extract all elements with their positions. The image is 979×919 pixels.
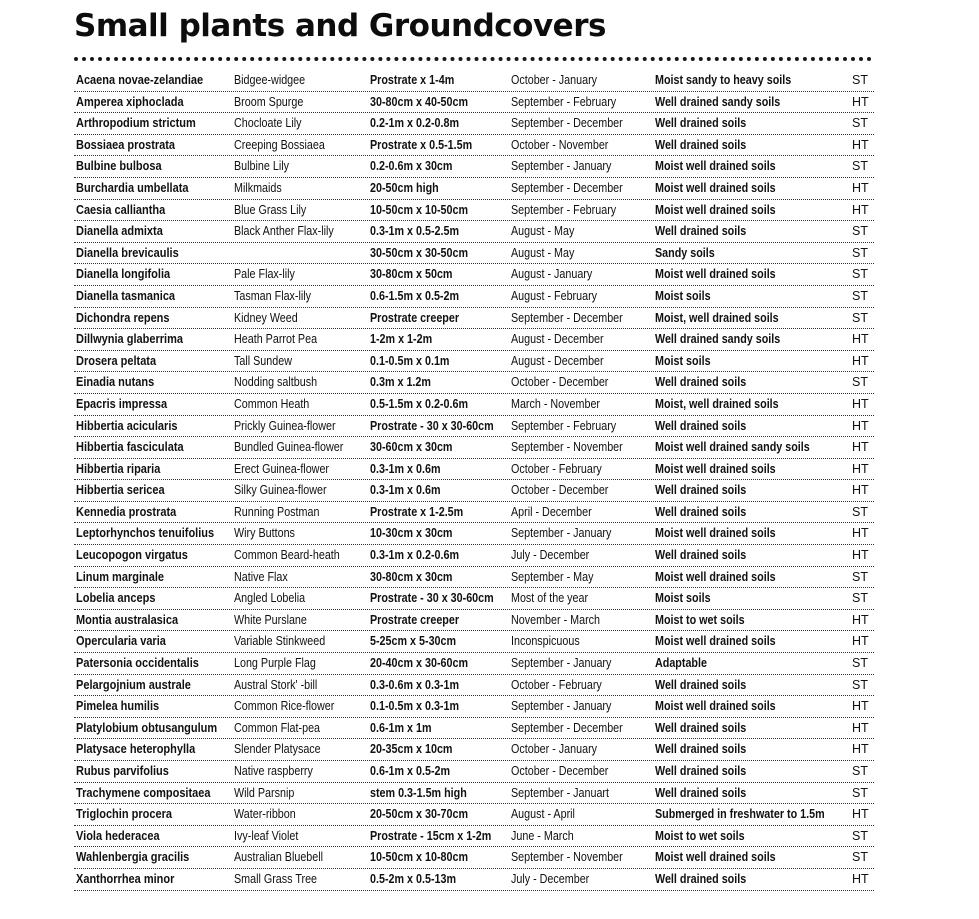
plant-size: 5-25cm x 5-30cm (370, 634, 457, 649)
table-row (74, 329, 874, 351)
table-row (74, 459, 874, 481)
table-row (74, 437, 874, 459)
title-divider (74, 57, 872, 61)
botanical-name: Burchardia umbellata (76, 180, 189, 195)
plant-type-code: ST (852, 159, 868, 174)
soil-type: Moist well drained soils (655, 699, 776, 714)
soil-type: Moist well drained soils (655, 569, 776, 584)
common-name: Tall Sundew (234, 353, 292, 368)
plant-size: 20-50cm x 30-70cm (370, 807, 469, 822)
plant-type-code: HT (852, 612, 869, 627)
botanical-name: Hibbertia acicularis (76, 418, 178, 433)
soil-type: Well drained soils (655, 548, 747, 563)
plant-size: 0.6-1m x 0.5-2m (370, 764, 451, 778)
botanical-name: Dianella longifolia (76, 267, 171, 282)
botanical-name: Triglochin procera (76, 807, 172, 822)
botanical-name: Dianella admixta (76, 224, 163, 239)
plant-size: Prostrate x 1-2.5m (370, 504, 464, 519)
botanical-name: Kennedia prostrata (76, 504, 177, 519)
plant-type-code: HT (852, 483, 869, 498)
plant-size: Prostrate - 15cm x 1-2m (370, 828, 492, 843)
plant-size: 0.5-2m x 0.5-13m (370, 871, 457, 886)
botanical-name: Leucopogon virgatus (76, 548, 188, 563)
botanical-name: Viola hederacea (76, 828, 160, 843)
flowering-period: October - February (511, 461, 602, 476)
common-name: Common Rice-flower (234, 699, 335, 714)
common-name: Australian Bluebell (234, 850, 324, 865)
flowering-period: October - February (511, 677, 602, 692)
soil-type: Adaptable (655, 656, 707, 671)
table-row (74, 653, 874, 675)
soil-type: Moist soils (655, 288, 711, 303)
soil-type: Well drained soils (655, 742, 747, 757)
table-row (74, 480, 874, 502)
common-name: Blue Grass Lily (234, 202, 307, 217)
plant-type-code: HT (852, 461, 869, 476)
botanical-name: Dianella tasmanica (76, 288, 176, 303)
plant-size: 0.6-1.5m x 0.5-2m (370, 288, 460, 303)
table-row (74, 200, 874, 222)
plant-size: 0.3-1m x 0.6m (370, 461, 441, 476)
botanical-name: Acaena novae-zelandiae (76, 73, 204, 87)
soil-type: Moist well drained soils (655, 202, 776, 217)
soil-type: Well drained soils (655, 483, 747, 498)
table-row (74, 156, 874, 178)
table-row (74, 372, 874, 394)
table-row (74, 783, 874, 805)
plant-size: 20-40cm x 30-60cm (370, 656, 469, 671)
table-row (74, 243, 874, 265)
plant-size: 20-35cm x 10cm (370, 742, 453, 757)
table-row (74, 588, 874, 610)
botanical-name: Leptorhynchos tenuifolius (76, 526, 215, 541)
soil-type: Sandy soils (655, 245, 715, 260)
soil-type: Well drained soils (655, 224, 747, 239)
common-name: Tasman Flax-lily (234, 288, 312, 303)
table-row (74, 739, 874, 761)
plant-size: Prostrate - 30 x 30-60cm (370, 418, 494, 433)
botanical-name: Lobelia anceps (76, 591, 156, 606)
table-row (74, 631, 874, 653)
flowering-period: September - January (511, 159, 612, 174)
soil-type: Well drained soils (655, 116, 747, 131)
plant-type-code: HT (852, 526, 869, 541)
table-row (74, 221, 874, 243)
table-row (74, 416, 874, 438)
soil-type: Moist well drained soils (655, 267, 776, 282)
botanical-name: Patersonia occidentalis (76, 656, 199, 671)
soil-type: Moist well drained sandy soils (655, 440, 810, 455)
plant-size: 0.2-1m x 0.2-0.8m (370, 116, 460, 131)
soil-type: Well drained sandy soils (655, 332, 781, 347)
flowering-period: September - January (511, 656, 612, 671)
plant-type-code: ST (852, 375, 868, 390)
flowering-period: March - November (511, 396, 601, 411)
common-name: Angled Lobelia (234, 591, 306, 606)
plant-size: 20-50cm high (370, 180, 439, 195)
soil-type: Well drained soils (655, 720, 747, 735)
table-row (74, 804, 874, 826)
flowering-period: September - February (511, 418, 617, 433)
plant-type-code: ST (852, 267, 868, 282)
plant-size: 30-80cm x 40-50cm (370, 94, 469, 109)
common-name: Common Flat-pea (234, 720, 321, 735)
soil-type: Well drained soils (655, 137, 747, 152)
common-name: Broom Spurge (234, 94, 304, 109)
flowering-period: September - February (511, 202, 617, 217)
table-row (74, 761, 874, 783)
plant-size: stem 0.3-1.5m high (370, 785, 467, 800)
common-name: Native Flax (234, 569, 288, 584)
table-row (74, 675, 874, 697)
plant-type-code: ST (852, 288, 868, 303)
botanical-name: Dianella brevicaulis (76, 245, 179, 260)
soil-type: Moist to wet soils (655, 612, 745, 627)
plant-type-code: ST (852, 828, 868, 843)
flowering-period: September - February (511, 94, 617, 109)
botanical-name: Wahlenbergia gracilis (76, 850, 190, 865)
soil-type: Well drained soils (655, 785, 747, 800)
plant-size: 0.1-0.5m x 0.3-1m (370, 699, 460, 714)
table-row (74, 113, 874, 135)
plant-type-code: ST (852, 850, 868, 865)
botanical-name: Montia australasica (76, 612, 179, 627)
plant-size: Prostrate x 1-4m (370, 73, 455, 87)
plant-size: 0.1-0.5m x 0.1m (370, 353, 450, 368)
common-name: Black Anther Flax-lily (234, 224, 334, 239)
botanical-name: Platylobium obtusangulum (76, 720, 218, 735)
flowering-period: September - December (511, 180, 623, 195)
plant-type-code: ST (852, 591, 868, 606)
common-name: Prickly Guinea-flower (234, 418, 336, 433)
plant-type-code: ST (852, 73, 868, 87)
plant-size: 1-2m x 1-2m (370, 332, 433, 347)
table-row (74, 826, 874, 848)
table-row (74, 610, 874, 632)
plant-type-code: HT (852, 699, 869, 714)
flowering-period: October - December (511, 483, 609, 498)
flowering-period: July - December (511, 548, 590, 563)
plant-table (74, 70, 874, 891)
botanical-name: Drosera peltata (76, 353, 157, 368)
flowering-period: September - January (511, 699, 612, 714)
botanical-name: Hibbertia sericea (76, 483, 165, 498)
table-row (74, 308, 874, 330)
flowering-period: September - January (511, 526, 612, 541)
botanical-name: Platysace heterophylla (76, 742, 196, 757)
soil-type: Moist well drained soils (655, 180, 776, 195)
common-name: Bundled Guinea-flower (234, 440, 344, 455)
plant-type-code: ST (852, 764, 868, 778)
plant-type-code: HT (852, 418, 869, 433)
plant-type-code: HT (852, 871, 869, 886)
plant-size: 30-60cm x 30cm (370, 440, 453, 455)
botanical-name: Trachymene compositaea (76, 785, 211, 800)
plant-size: Prostrate x 0.5-1.5m (370, 137, 473, 152)
plant-type-code: HT (852, 742, 869, 757)
flowering-period: September - Januart (511, 785, 609, 800)
botanical-name: Caesia calliantha (76, 202, 166, 217)
flowering-period: August - May (511, 224, 575, 239)
table-row (74, 351, 874, 373)
botanical-name: Bossiaea prostrata (76, 137, 176, 152)
plant-size: 30-80cm x 50cm (370, 267, 453, 282)
plant-type-code: ST (852, 656, 868, 671)
soil-type: Moist, well drained soils (655, 396, 779, 411)
plant-type-code: ST (852, 785, 868, 800)
plant-type-code: ST (852, 677, 868, 692)
plant-size: 30-80cm x 30cm (370, 569, 453, 584)
botanical-name: Dichondra repens (76, 310, 170, 325)
plant-size: 10-50cm x 10-80cm (370, 850, 469, 865)
plant-type-code: ST (852, 224, 868, 239)
flowering-period: August - December (511, 353, 604, 368)
soil-type: Well drained sandy soils (655, 94, 781, 109)
soil-type: Moist sandy to heavy soils (655, 73, 792, 87)
flowering-period: June - March (511, 828, 574, 843)
flowering-period: September - December (511, 310, 623, 325)
table-row (74, 394, 874, 416)
botanical-name: Einadia nutans (76, 375, 155, 390)
soil-type: Well drained soils (655, 871, 747, 886)
common-name: Erect Guinea-flower (234, 461, 330, 476)
common-name: Bidgee-widgee (234, 73, 306, 87)
table-row (74, 523, 874, 545)
plant-size: 10-30cm x 30cm (370, 526, 453, 541)
botanical-name: Pelargojnium australe (76, 677, 191, 692)
plant-type-code: HT (852, 353, 869, 368)
table-row (74, 178, 874, 200)
soil-type: Well drained soils (655, 418, 747, 433)
common-name: Nodding saltbush (234, 375, 318, 390)
soil-type: Well drained soils (655, 764, 747, 778)
botanical-name: Opercularia varia (76, 634, 166, 649)
flowering-period: August - January (511, 267, 593, 282)
flowering-period: October - December (511, 375, 609, 390)
flowering-period: September - December (511, 116, 623, 131)
flowering-period: July - December (511, 871, 590, 886)
page-title: Small plants and Groundcovers (74, 8, 606, 44)
common-name: Wiry Buttons (234, 526, 295, 541)
flowering-period: August - December (511, 332, 604, 347)
plant-type-code: HT (852, 202, 869, 217)
soil-type: Well drained soils (655, 677, 747, 692)
soil-type: Well drained soils (655, 375, 747, 390)
plant-size: Prostrate - 30 x 30-60cm (370, 591, 494, 606)
common-name: Variable Stinkweed (234, 634, 326, 649)
plant-type-code: HT (852, 94, 869, 109)
common-name: Common Beard-heath (234, 548, 340, 563)
plant-size: 0.5-1.5m x 0.2-0.6m (370, 396, 469, 411)
flowering-period: Inconspicuous (511, 634, 580, 649)
table-row (74, 264, 874, 286)
plant-size: 0.3m x 1.2m (370, 375, 431, 390)
botanical-name: Dillwynia glaberrima (76, 332, 183, 347)
table-row (74, 286, 874, 308)
soil-type: Moist to wet soils (655, 828, 745, 843)
plant-type-code: HT (852, 332, 869, 347)
plant-size: 10-50cm x 10-50cm (370, 202, 469, 217)
common-name: Kidney Weed (234, 310, 298, 325)
common-name: Water-ribbon (234, 807, 296, 822)
plant-type-code: HT (852, 440, 869, 455)
soil-type: Submerged in freshwater to 1.5m (655, 807, 825, 822)
flowering-period: September - May (511, 569, 594, 584)
table-row (74, 502, 874, 524)
soil-type: Moist well drained soils (655, 526, 776, 541)
common-name: Creeping Bossiaea (234, 137, 325, 152)
common-name: Pale Flax-lily (234, 267, 295, 282)
botanical-name: Pimelea humilis (76, 699, 160, 714)
plant-size: 0.3-0.6m x 0.3-1m (370, 677, 460, 692)
table-row (74, 545, 874, 567)
flowering-period: October - January (511, 73, 598, 87)
botanical-name: Rubus parvifolius (76, 764, 169, 778)
common-name: Common Heath (234, 396, 310, 411)
botanical-name: Bulbine bulbosa (76, 159, 162, 174)
common-name: Running Postman (234, 504, 320, 519)
botanical-name: Epacris impressa (76, 396, 168, 411)
plant-size: 0.6-1m x 1m (370, 720, 432, 735)
soil-type: Moist soils (655, 353, 711, 368)
flowering-period: October - December (511, 764, 609, 778)
plant-size: Prostrate creeper (370, 310, 460, 325)
flowering-period: August - May (511, 245, 575, 260)
common-name: Slender Platysace (234, 742, 321, 757)
common-name: Small Grass Tree (234, 871, 318, 886)
botanical-name: Xanthorrhea minor (76, 871, 175, 886)
botanical-name: Linum marginale (76, 569, 165, 584)
common-name: Ivy-leaf Violet (234, 828, 299, 843)
botanical-name: Hibbertia riparia (76, 461, 161, 476)
flowering-period: November - March (511, 612, 601, 627)
table-row (74, 135, 874, 157)
flowering-period: September - December (511, 720, 623, 735)
flowering-period: October - January (511, 742, 598, 757)
table-row (74, 718, 874, 740)
common-name: Bulbine Lily (234, 159, 289, 174)
common-name: White Purslane (234, 612, 307, 627)
plant-type-code: HT (852, 720, 869, 735)
plant-type-code: ST (852, 245, 868, 260)
botanical-name: Amperea xiphoclada (76, 94, 184, 109)
plant-type-code: ST (852, 504, 868, 519)
flowering-period: April - December (511, 504, 592, 519)
plant-type-code: HT (852, 180, 869, 195)
plant-size: 0.3-1m x 0.6m (370, 483, 441, 498)
common-name: Silky Guinea-flower (234, 483, 327, 498)
plant-type-code: HT (852, 634, 869, 649)
table-row (74, 847, 874, 869)
table-row (74, 696, 874, 718)
common-name: Heath Parrot Pea (234, 332, 318, 347)
common-name: Austral Stork' -bill (234, 677, 318, 692)
common-name: Chocloate Lily (234, 116, 302, 131)
table-row (74, 567, 874, 589)
plant-size: Prostrate creeper (370, 612, 460, 627)
common-name: Native raspberry (234, 764, 313, 778)
plant-type-code: ST (852, 116, 868, 131)
flowering-period: September - November (511, 440, 623, 455)
botanical-name: Arthropodium strictum (76, 116, 196, 131)
soil-type: Moist well drained soils (655, 159, 776, 174)
soil-type: Moist well drained soils (655, 461, 776, 476)
soil-type: Moist, well drained soils (655, 310, 779, 325)
plant-type-code: HT (852, 137, 869, 152)
soil-type: Moist soils (655, 591, 711, 606)
flowering-period: September - November (511, 850, 623, 865)
common-name: Milkmaids (234, 180, 282, 195)
soil-type: Moist well drained soils (655, 850, 776, 865)
soil-type: Moist well drained soils (655, 634, 776, 649)
plant-type-code: HT (852, 396, 869, 411)
table-row (74, 70, 874, 92)
plant-type-code: ST (852, 569, 868, 584)
flowering-period: October - November (511, 137, 609, 152)
flowering-period: Most of the year (511, 591, 589, 606)
plant-size: 0.2-0.6m x 30cm (370, 159, 453, 174)
plant-type-code: HT (852, 807, 869, 822)
common-name: Wild Parsnip (234, 785, 295, 800)
soil-type: Well drained soils (655, 504, 747, 519)
botanical-name: Hibbertia fasciculata (76, 440, 184, 455)
flowering-period: August - April (511, 807, 575, 822)
plant-type-code: HT (852, 548, 869, 563)
common-name: Long Purple Flag (234, 656, 316, 671)
plant-size: 30-50cm x 30-50cm (370, 245, 469, 260)
plant-type-code: ST (852, 310, 868, 325)
plant-size: 0.3-1m x 0.5-2.5m (370, 224, 460, 239)
table-row (74, 92, 874, 114)
table-row (74, 869, 874, 891)
flowering-period: August - February (511, 288, 598, 303)
plant-size: 0.3-1m x 0.2-0.6m (370, 548, 460, 563)
